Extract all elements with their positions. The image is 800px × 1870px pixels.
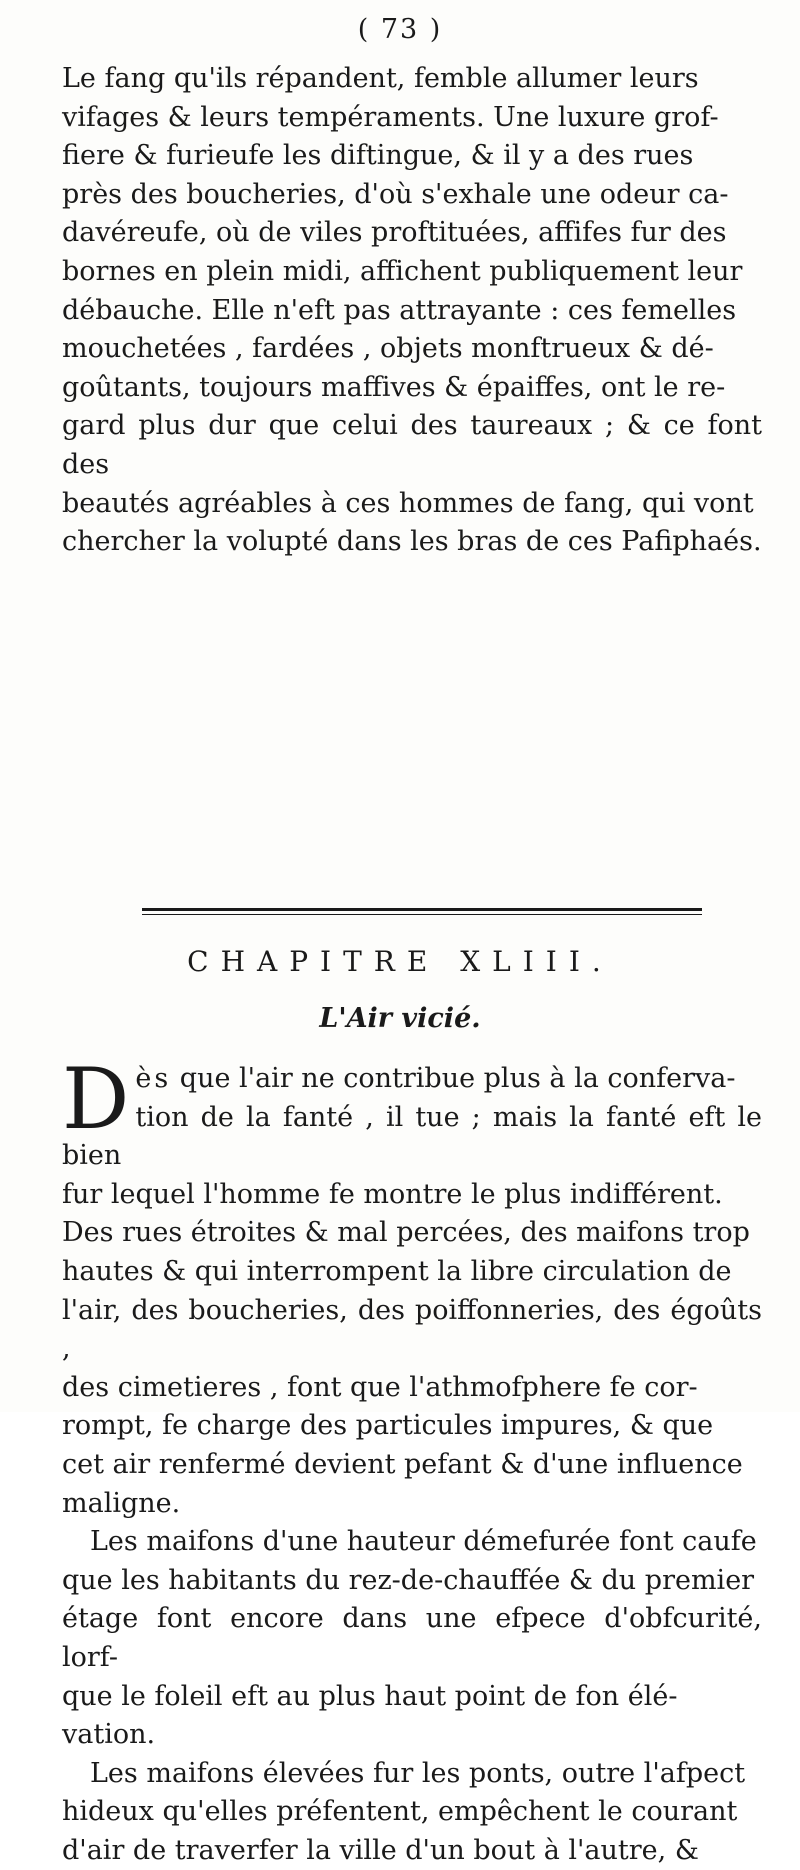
text-line: Les maifons d'une hauteur démefurée font caufe (90, 1526, 757, 1558)
text-line: Les maifons élevées fur les ponts, outre l'afpect (90, 1757, 746, 1789)
text-line: maligne. (62, 1487, 181, 1519)
text-line: chercher la volupté dans les bras de ces Pafiphaés. (62, 526, 762, 558)
text-line: vation. (62, 1719, 156, 1751)
text-line: Des rues étroites & mal percées, des maifons trop (62, 1217, 750, 1249)
text-line: des cimetieres , font que l'athmofphere fe cor- (62, 1371, 698, 1403)
text-line: rompt, fe charge des particules impures, & que (62, 1410, 714, 1442)
text-line: gard plus dur que celui des taureaux ; & ce font des (62, 410, 762, 480)
page-number: ( 73 ) (357, 14, 443, 45)
drop-cap: D (62, 1050, 130, 1148)
text-line (62, 1060, 762, 1099)
text-line: étage font encore dans une efpece d'obfcurité, lorf- (62, 1603, 762, 1673)
chapter-rule-thin (142, 914, 702, 915)
text-line: fur lequel l'homme fe montre le plus indifférent. (62, 1178, 723, 1210)
text-line: davéreufe, où de viles proftituées, affifes fur des (62, 217, 727, 249)
body-text (62, 1050, 762, 1870)
text-line: cet air renfermé devient pefant & d'une influence (62, 1448, 743, 1480)
text-line: près des boucheries, d'où s'exhale une odeur ca- (62, 178, 729, 210)
text-line: beautés agréables à ces hommes de fang, qui vont (62, 487, 754, 519)
chapter-heading: CHAPITRE XLIII. (187, 945, 613, 978)
text-line: mouchetées , fardées , objets monftrueux & dé- (62, 333, 714, 365)
text-line: hideux qu'elles préfentent, empêchent le courant (62, 1796, 738, 1828)
chapter-rule (142, 908, 702, 911)
text-line: que les habitants du rez-de-chauffée & du premier (62, 1564, 755, 1596)
text-line: hautes & qui interrompent la libre circulation de (62, 1255, 732, 1287)
text-line: Le fang qu'ils répandent, femble allumer leurs (62, 63, 699, 94)
text-line: tion de la fanté , il tue ; mais la fanté eft le bien (62, 1101, 762, 1172)
text-line: fiere & furieufe les diftingue, & il y a des rues (62, 140, 694, 172)
text-line: goûtants, toujours maffives & épaiffes, ont le re- (62, 371, 726, 403)
top-paragraph (62, 60, 762, 562)
chapter-title: L'Air vicié. (319, 1003, 481, 1034)
text-line: débauche. Elle n'eft pas attrayante : ces femelles (62, 294, 737, 326)
text-line: l'air, des boucheries, des poiffonneries, des égoûts , (62, 1294, 762, 1365)
first-word-rest: ès (135, 1063, 172, 1094)
text-line: d'air de traverfer la ville d'un bout à l'autre, & (62, 1834, 699, 1866)
text-line-first: que l'air ne contribue plus à la conferva- (179, 1063, 736, 1094)
text-line: bornes en plein midi, affichent publiquement leur (62, 255, 743, 287)
text-line: vifages & leurs tempéraments. Une luxure grof- (62, 101, 719, 133)
text-line: que le foleil eft au plus haut point de fon élé- (62, 1680, 678, 1712)
